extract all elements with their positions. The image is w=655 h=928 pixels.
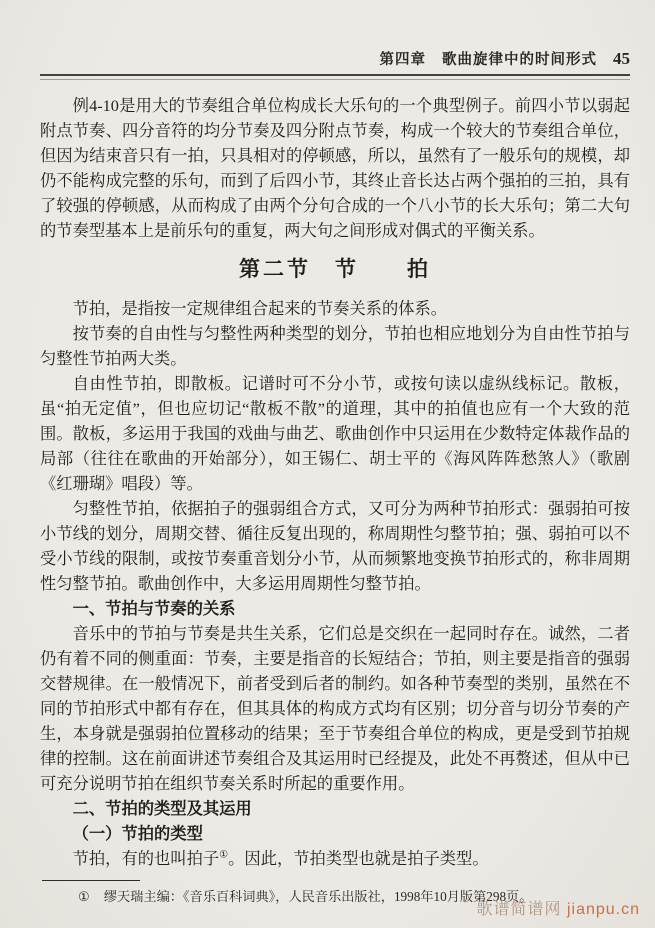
paragraph-relation-discussion: 音乐中的节拍与节奏是共生关系，它们总是交织在一起同时存在。诚然，二者仍有着不同的侧重面：节奏，主要是指音的长短结合；节拍，则主要是指音的强弱交替规律。在一般情况下，前者受到后者的制约。如各种节奏型的类别，虽然在不同的节拍形式中都有存在，但其具体的构成方式均有区别；切分音与切分节奏的产生，本身就是强弱拍位置移动的结果；至于节奏组合单位的构成，更是受到节拍规律的控制。这在前面讲述节奏组合及其运用时已经提及，此处不再赘述，但从中已可充分说明节拍在组织节奏关系时所起的重要作用。: [40, 624, 630, 793]
beat-types-text: 节拍，有的也叫拍子: [72, 849, 220, 868]
paragraph-even-meter: 匀整性节拍，依据拍子的强弱组合方式，又可分为两种节拍形式：强弱拍可按小节线的划分，周期交替、循往反复出现的，称周期性匀整节拍；强、弱拍可以不受小节线的限制，或按节奏重音划分小节，从而频繁地变换节拍形式的，称非周期性匀整节拍。歌曲创作中，大多运用周期性匀整节拍。: [40, 499, 630, 593]
watermark: [476, 896, 640, 919]
footnote-reference-mark: ①: [219, 849, 229, 861]
heading-meter-rhythm-relation: 一、节拍与节奏的关系: [72, 599, 236, 618]
heading-meter-types-usage: 二、节拍的类型及其运用: [72, 799, 252, 818]
paragraph-beat-types: [40, 846, 630, 871]
paragraph-example: 例4-10是用大的节奏组合单位构成长大乐句的一个典型例子。前四小节以弱起附点节奏、四分音符的均分节奏及四分附点节奏，构成一个较大的节奏组合单位，但因为结束音只有一拍，只具相对的停顿感，所以，虽然有了一般乐句的规模，却仍不能构成完整的乐句，而到了后四小节，其终止音长达占两个强拍的三拍，具有了较强的停顿感，从而构成了由两个分句合成的一个八小节的长大乐句；第二大句的节奏型基本上是前乐句的重复，两大句之间形成对偶式的平衡关系。: [40, 96, 630, 240]
section-title: 第二节 节 拍: [239, 257, 431, 281]
paragraph-free-meter: 自由性节拍，即散板。记谱时可不分小节，或按句读以虚纵线标记。散板，虽“拍无定值”，但也应切记“散板不散”的道理，其中的拍值也应有一个大致的范围。散板，多运用于我国的戏曲与曲艺、歌曲创作中只运用在少数特定体裁作品的局部（往往在歌曲的开始部分），如王锡仁、胡士平的《海风阵阵愁煞人》（歌剧《红珊瑚》唱段）等。: [40, 374, 630, 493]
footnote-marker: ①: [78, 889, 90, 904]
paragraph-meter-categories: 按节奏的自由性与匀整性两种类型的划分，节拍也相应地划分为自由性节拍与匀整性节拍两大类。: [40, 324, 630, 368]
paragraph-meter-definition: 节拍，是指按一定规律组合起来的节奏关系的体系。: [72, 299, 448, 318]
page-number: 45: [613, 49, 630, 68]
watermark-site-name: 歌谱简谱网: [476, 901, 562, 918]
footnote-text: 缪天瑞主编：《音乐百科词典》，人民音乐出版社，1998年10月版第298页。: [103, 889, 533, 904]
beat-types-text-cont: 。因此，节拍类型也就是拍子类型。: [228, 849, 489, 868]
watermark-site-url: jianpu.cn: [566, 901, 640, 918]
footnote-divider: [42, 880, 140, 881]
heading-meter-types: （一）节拍的类型: [72, 824, 203, 843]
header-rule: [40, 74, 630, 80]
running-header: [40, 48, 630, 69]
chapter-label: 第四章: [379, 52, 426, 68]
chapter-title: 歌曲旋律中的时间形式: [442, 52, 597, 68]
page-body: [40, 93, 630, 871]
